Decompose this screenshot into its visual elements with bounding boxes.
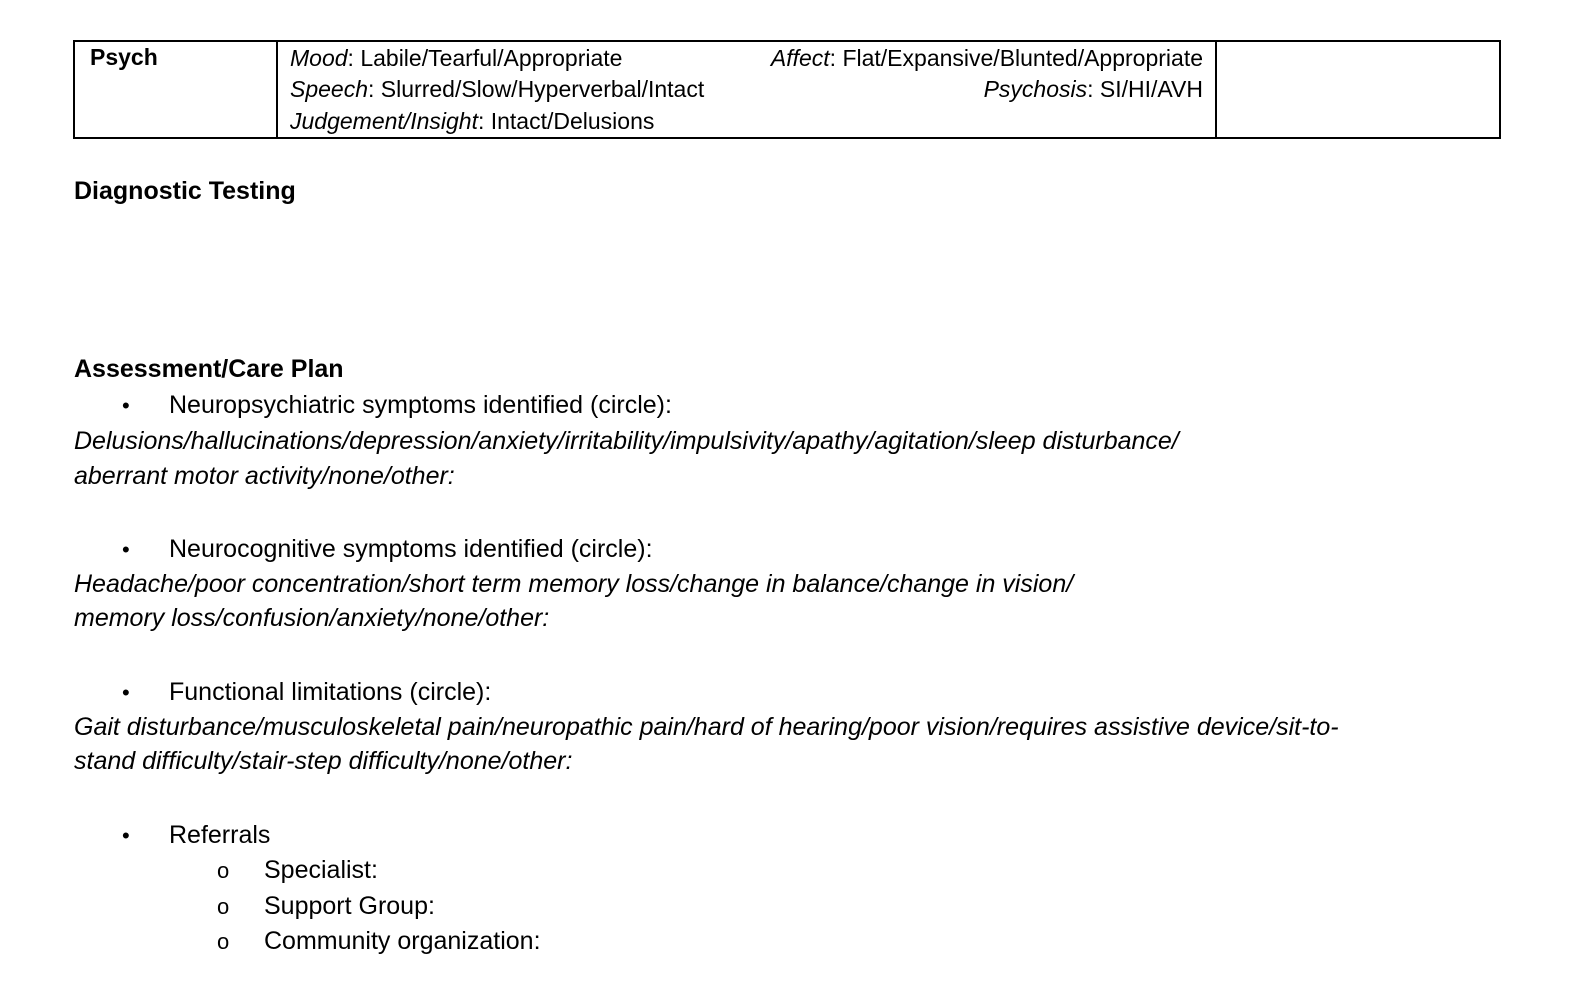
functional-options-line1[interactable]: Gait disturbance/musculoskeletal pain/neuropathic pain/hard of hearing/poor vision/requires assistive device/sit-to- <box>74 713 1339 741</box>
referral-item-label[interactable]: Support Group: <box>264 892 435 920</box>
neuropsychiatric-bullet <box>122 391 672 420</box>
neurocognitive-options-line2[interactable]: memory loss/confusion/anxiety/none/other: <box>74 604 550 632</box>
affect-label: Affect <box>770 45 830 71</box>
speech-label: Speech <box>290 76 369 102</box>
referral-item <box>217 927 541 956</box>
functional-bullet <box>122 678 491 707</box>
circle-bullet-icon: o <box>217 858 230 883</box>
psych-findings-cell <box>278 42 1217 137</box>
speech-line <box>290 76 704 103</box>
neuropsychiatric-label: Neuropsychiatric symptoms identified (circle): <box>169 391 672 419</box>
referral-item <box>217 856 378 885</box>
referrals-bullet <box>122 821 270 850</box>
assessment-heading: Assessment/Care Plan <box>74 355 344 383</box>
affect-value: : Flat/Expansive/Blunted/Appropriate <box>829 45 1203 71</box>
affect-line <box>771 45 1203 72</box>
judgement-value: : Intact/Delusions <box>477 108 655 134</box>
neuropsychiatric-options-line1[interactable]: Delusions/hallucinations/depression/anxiety/irritability/impulsivity/apathy/agitation/sleep disturbance/ <box>74 427 1179 455</box>
bullet-icon: • <box>122 680 130 705</box>
circle-bullet-icon: o <box>217 894 230 919</box>
psych-table <box>73 40 1501 139</box>
bullet-icon: • <box>122 537 130 562</box>
neuropsychiatric-options-line2[interactable]: aberrant motor activity/none/other: <box>74 462 455 490</box>
referrals-label: Referrals <box>169 821 271 849</box>
judgement-label: Judgement/Insight <box>290 108 478 134</box>
mood-value: : Labile/Tearful/Appropriate <box>347 45 623 71</box>
psych-label: Psych <box>75 42 278 137</box>
circle-bullet-icon: o <box>217 929 230 954</box>
functional-label: Functional limitations (circle): <box>169 678 492 706</box>
referral-item <box>217 892 435 921</box>
psychosis-value: : SI/HI/AVH <box>1087 76 1203 102</box>
psychosis-label: Psychosis <box>983 76 1088 102</box>
speech-value: : Slurred/Slow/Hyperverbal/Intact <box>368 76 705 102</box>
neurocognitive-bullet <box>122 535 653 564</box>
neurocognitive-options-line1[interactable]: Headache/poor concentration/short term memory loss/change in balance/change in vision/ <box>74 570 1074 598</box>
psych-notes-cell[interactable] <box>1217 42 1499 137</box>
mood-label: Mood <box>290 45 348 71</box>
neurocognitive-label: Neurocognitive symptoms identified (circle): <box>169 535 653 563</box>
mood-line <box>290 45 622 72</box>
psychosis-line <box>984 76 1203 103</box>
referral-item-label[interactable]: Specialist: <box>264 856 378 884</box>
judgement-line <box>290 108 654 135</box>
diagnostic-testing-heading: Diagnostic Testing <box>74 177 296 205</box>
functional-options-line2[interactable]: stand difficulty/stair-step difficulty/none/other: <box>74 747 573 775</box>
bullet-icon: • <box>122 393 130 418</box>
referral-item-label[interactable]: Community organization: <box>264 927 541 955</box>
bullet-icon: • <box>122 823 130 848</box>
